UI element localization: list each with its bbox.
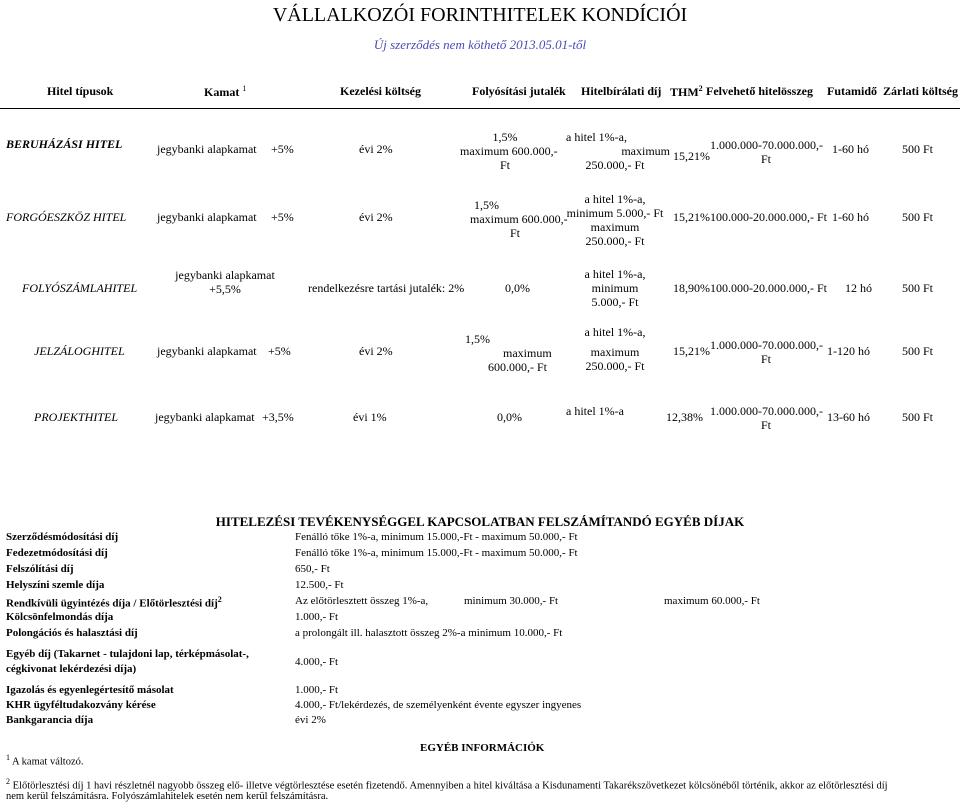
- fee-value-max: maximum 60.000,- Ft: [664, 595, 760, 607]
- loan-hitelbiralati: [560, 130, 670, 172]
- header-futamido: Futamidő: [827, 84, 878, 98]
- folyositasi-line: Ft: [510, 226, 521, 240]
- fee-label: Egyéb díj (Takarnet - tulajdoni lap, térképmásolat-,: [6, 648, 249, 660]
- loan-name-jelzalog: JELZÁLOGHITEL: [34, 344, 125, 358]
- fee-label: Polongációs és halasztási díj: [6, 627, 138, 639]
- loan-kamat-add: +5%: [271, 142, 294, 156]
- fee-label: Szerződésmódosítási díj: [6, 531, 119, 543]
- folyositasi-line: Ft: [499, 158, 510, 172]
- fee-value: évi 2%: [295, 714, 326, 726]
- loan-kezelesi: évi 2%: [359, 344, 393, 358]
- loan-zarlati: 500 Ft: [902, 281, 934, 295]
- hitelbiralati-line: a hitel 1%-a,: [566, 130, 627, 144]
- fee-label: Kölcsönfelmondás díja: [6, 611, 114, 623]
- header-felveheto: Felvehető hitelösszeg: [706, 84, 813, 98]
- kamat-line: +5,5%: [209, 282, 241, 296]
- felveheto-line: Ft: [760, 152, 771, 166]
- fee-label: Felszólítási díj: [6, 563, 74, 575]
- hitelbiralati-line: a hitel 1%-a,: [584, 192, 646, 206]
- fee-value: 1.000,- Ft: [295, 684, 339, 696]
- loan-kamat: jegybanki alapkamat: [157, 210, 257, 224]
- loan-thm: 15,21%: [673, 210, 710, 224]
- loan-thm: 12,38%: [666, 410, 703, 424]
- loan-name-forgoeszkoz: FORGÓESZKÖZ HITEL: [6, 210, 127, 224]
- loan-thm: 15,21%: [673, 149, 710, 163]
- loan-kezelesi: rendelkezésre tartási jutalék: 2%: [308, 281, 465, 295]
- folyositasi-line: maximum: [503, 346, 552, 360]
- felveheto-line: 1.000.000-70.000.000,-: [710, 138, 823, 152]
- header-hitelbiralati: Hitelbírálati díj: [581, 84, 662, 98]
- loan-folyositasi: 0,0%: [497, 410, 522, 424]
- loan-folyositasi: [465, 332, 565, 374]
- hitelbiralati-line: minimum: [591, 281, 639, 295]
- loan-folyositasi: [470, 198, 568, 240]
- loan-kamat: jegybanki alapkamat: [157, 344, 257, 358]
- loan-name-folyoszamla: FOLYÓSZÁMLAHITEL: [22, 281, 138, 295]
- loan-kamat-add: +5%: [271, 210, 294, 224]
- loan-kezelesi: évi 2%: [359, 210, 393, 224]
- fees-title: HITELEZÉSI TEVÉKENYSÉGGEL KAPCSOLATBAN FELSZÁMÍTANDÓ EGYÉB DÍJAK: [215, 514, 745, 529]
- header-divider: [0, 108, 960, 109]
- loan-futamido: 1-60 hó: [832, 210, 869, 224]
- loan-futamido: 1-120 hó: [827, 344, 870, 358]
- fee-label: Helyszíni szemle díja: [6, 579, 105, 591]
- loan-kamat: [165, 268, 285, 296]
- loan-zarlati: 500 Ft: [902, 410, 934, 424]
- loan-kezelesi: évi 1%: [353, 410, 387, 424]
- loan-kamat-add: +3,5%: [262, 410, 294, 424]
- loan-futamido: 13-60 hó: [827, 410, 870, 424]
- header-hitel-tipusok: Hitel típusok: [47, 84, 114, 98]
- loan-folyositasi: [460, 130, 558, 172]
- hitelbiralati-line: minimum 5.000,- Ft: [566, 206, 664, 220]
- loan-felveheto: 100.000-20.000.000,- Ft: [710, 210, 827, 224]
- loan-hitelbiralati: a hitel 1%-a: [566, 404, 624, 418]
- header-kamat-label: Kamat: [204, 85, 240, 99]
- felveheto-line: Ft: [760, 418, 771, 432]
- loan-name-projekt: PROJEKTHITEL: [34, 410, 118, 424]
- loan-felveheto: [710, 404, 822, 432]
- fee-label: Bankgarancia díja: [6, 714, 94, 726]
- hitelbiralati-line: maximum: [621, 144, 670, 158]
- fee-label-elotorlesztes: [6, 595, 222, 610]
- loan-thm: 15,21%: [673, 344, 710, 358]
- loan-folyositasi: 0,0%: [505, 281, 530, 295]
- header-kezelesi: Kezelési költség: [340, 84, 421, 98]
- hitelbiralati-line: a hitel 1%-a,: [584, 325, 646, 339]
- fee-value: 12.500,- Ft: [295, 579, 344, 591]
- footnote-2: [6, 777, 888, 792]
- hitelbiralati-line: 250.000,- Ft: [585, 234, 645, 248]
- fee-value: Fenálló tőke 1%-a, minimum 15.000,-Ft - maximum 50.000,- Ft: [295, 547, 578, 559]
- folyositasi-line: 1,5%: [465, 332, 490, 346]
- fee-label: Fedezetmódosítási díj: [6, 547, 108, 559]
- fee-value: 4.000,- Ft/lekérdezés, de személyenként évente egyszer ingyenes: [295, 699, 582, 711]
- kamat-line: jegybanki alapkamat: [175, 268, 275, 282]
- loan-felveheto: [710, 138, 822, 166]
- fee-label-text: Rendkívüli ügyintézés díja / Előtörlesztési díj: [6, 597, 218, 610]
- header-folyositasi: Folyósítási jutalék: [472, 84, 566, 98]
- fee-value: Az előtörlesztett összeg 1%-a,: [295, 595, 429, 607]
- egyeb-informaciok-title: EGYÉB INFORMÁCIÓK: [420, 742, 545, 754]
- footnote-2-num: 2: [6, 777, 10, 786]
- hitelbiralati-line: a hitel 1%-a,: [584, 267, 646, 281]
- hitelbiralati-line: maximum: [590, 220, 640, 234]
- fee-label: KHR ügyféltudakozvány kérése: [6, 699, 156, 711]
- folyositasi-line: maximum 600.000,-: [470, 212, 568, 226]
- folyositasi-line: maximum 600.000,-: [460, 144, 558, 158]
- header-kamat-sup: 1: [242, 84, 247, 93]
- loan-felveheto: 100.000-20.000.000,- Ft: [710, 281, 827, 295]
- footnote-1: [6, 753, 84, 768]
- footnote-2-line1: Előtörlesztési díj 1 havi részletnél nagyobb összeg elő- illetve végtörlesztése esetén fizetendő. Amennyiben a hitel kiváltása a Kisdunamenti Takarékszövetkezet kölcsönéből történik, akkor az előtörlesztési díj: [12, 780, 888, 792]
- page-title: VÁLLALKOZÓI FORINTHITELEK KONDÍCIÓI: [272, 4, 688, 26]
- header-kamat: [204, 84, 246, 100]
- felveheto-line: Ft: [760, 352, 771, 366]
- fee-value: Fenálló tőke 1%-a, minimum 15.000,-Ft - maximum 50.000,- Ft: [295, 531, 578, 543]
- loan-zarlati: 500 Ft: [902, 210, 934, 224]
- loan-thm: 18,90%: [673, 281, 710, 295]
- page-subtitle: Új szerződés nem köthető 2013.05.01-től: [373, 37, 587, 52]
- footnote-2-cont: nem kerül felszámításra. Folyószámlahitelek esetén nem kerül felszámításra.: [6, 791, 329, 802]
- hitelbiralati-line: maximum: [590, 345, 640, 359]
- hitelbiralati-line: 5.000,- Ft: [591, 295, 639, 309]
- fee-value-min: minimum 30.000,- Ft: [464, 595, 559, 607]
- folyositasi-line: 1,5%: [474, 198, 499, 212]
- header-zarlati: Zárlati költség: [883, 84, 958, 98]
- loan-kamat: jegybanki alapkamat: [157, 142, 257, 156]
- folyositasi-line: 1,5%: [492, 130, 518, 144]
- felveheto-line: 1.000.000-70.000.000,-: [710, 404, 823, 418]
- header-thm-label: THM: [670, 85, 699, 99]
- loan-kezelesi: évi 2%: [359, 142, 393, 156]
- footnote-1-text: A kamat változó.: [12, 756, 84, 768]
- footnote-1-num: 1: [6, 753, 10, 762]
- fee-label-sup: 2: [217, 595, 222, 604]
- header-thm: [670, 84, 703, 100]
- fee-label: Igazolás és egyenlegértesítő másolat: [6, 684, 174, 696]
- loan-kamat-add: +5%: [268, 344, 291, 358]
- loan-futamido: 12 hó: [845, 281, 872, 295]
- hitelbiralati-line: 250.000,- Ft: [585, 359, 645, 373]
- fee-value: 4.000,- Ft: [295, 656, 339, 668]
- loan-zarlati: 500 Ft: [902, 344, 934, 358]
- loan-hitelbiralati: [560, 192, 670, 248]
- hitelbiralati-line: 250.000,- Ft: [585, 158, 645, 172]
- header-thm-sup: 2: [698, 84, 703, 93]
- fee-value: 1.000,- Ft: [295, 611, 339, 623]
- loan-futamido: 1-60 hó: [832, 142, 869, 156]
- loan-hitelbiralati: [560, 267, 670, 309]
- loan-hitelbiralati: [560, 325, 670, 373]
- folyositasi-line: 600.000,- Ft: [488, 360, 548, 374]
- loan-name-beruhazasi: BERUHÁZÁSI HITEL: [6, 137, 123, 151]
- loan-kamat: jegybanki alapkamat: [155, 410, 255, 424]
- fee-value: 650,- Ft: [295, 563, 330, 575]
- fee-label-cont: cégkivonat lekérdezési díja): [6, 663, 137, 675]
- fee-value: a prolongált ill. halasztott összeg 2%-a minimum 10.000,- Ft: [295, 627, 563, 639]
- loan-felveheto: [710, 338, 822, 366]
- felveheto-line: 1.000.000-70.000.000,-: [710, 338, 823, 352]
- loan-zarlati: 500 Ft: [902, 142, 934, 156]
